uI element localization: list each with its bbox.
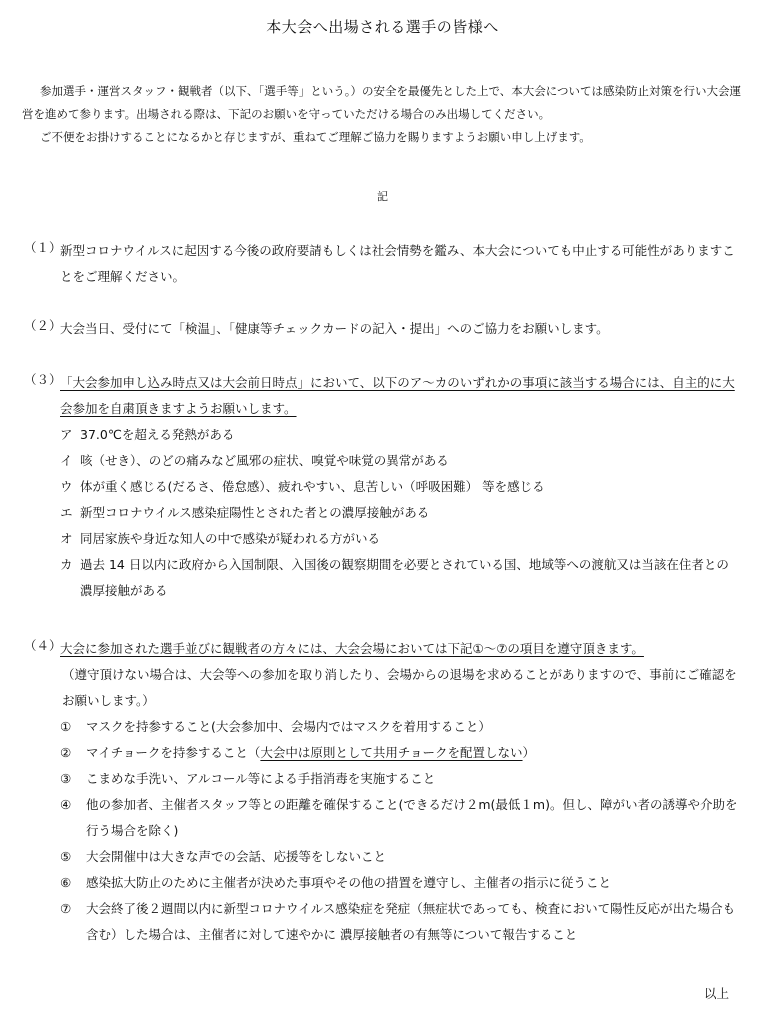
section-text: 大会当日、受付にて「検温」、「健康等チェックカードの記入・提出」へのご協力をお願いします。 [60,321,609,336]
section-text: 新型コロナウイルスに起因する今後の政府要請もしくは社会情勢を鑑み、本大会についても中止する可能性がありますことをご理解ください。 [60,243,735,284]
item-text-part: マイチョークを持参すること（ [86,745,261,760]
item-text: 咳（せき）、のどの痛みなど風邪の症状、嗅覚や味覚の異常がある [80,453,449,468]
item-marker: ウ [60,479,73,494]
item-text-underlined: 大会中は原則として共用チョークを配置しない [260,745,523,760]
section-number: （４） [24,638,62,653]
intro-paragraph: 参加選手・運営スタッフ・観戦者（以下、「選手等」という。）の安全を最優先とした上で、本大会については感染防止対策を行い大会運営を進めて参ります。出場される際は、下記のお願いを守っていただける場合のみ出場してください。 [22,84,742,121]
list-item [60,896,739,948]
intro-paragraph: ご不便をお掛けすることになるかと存じますが、重ねてご理解ご協力を賜りますようお願い申し上げます。 [40,130,591,144]
item-text: マスクを持参すること(大会参加中、会場内ではマスクを着用すること） [86,719,491,734]
list-item [60,448,739,474]
item-marker: ア [60,427,73,442]
list-item [60,870,739,896]
list-item [60,766,739,792]
item-marker: イ [60,453,73,468]
list-item [60,714,739,740]
list-item [60,526,739,552]
item-text: 過去 14 日以内に政府から入国制限、入国後の観察期間を必要とされている国、地域等への渡航又は当該在住者との濃厚接触がある [80,557,729,598]
section-3 [24,370,739,604]
section-text: 大会に参加された選手並びに観戦者の方々には、大会会場においては下記①～⑦の項目を遵守頂きます。 [60,641,644,656]
ki-heading: 記 [377,190,388,203]
item-marker: ⑤ [60,849,72,864]
list-item [60,740,739,766]
item-marker: ④ [60,797,72,812]
item-marker: エ [60,505,73,520]
list-item [60,474,739,500]
list-item [60,500,739,526]
item-text: こまめな手洗い、アルコール等による手指消毒を実施すること [86,771,436,786]
list-item [60,844,739,870]
item-text: 他の参加者、主催者スタッフ等との距離を確保すること(できるだけ２m(最低１m)。但し、障がい者の誘導や介助を行う場合を除く) [86,797,738,838]
item-marker: オ [60,531,73,546]
item-marker: カ [60,557,73,572]
section-2 [24,316,739,342]
list-item [60,422,739,448]
section-1 [24,238,739,290]
item-marker: ⑦ [60,901,72,916]
item-marker: ① [60,719,72,734]
note-text: （遵守頂けない場合は、大会等への参加を取り消したり、会場からの退場を求めることがありますので、事前にご確認をお願いします。） [62,667,737,708]
item-text: 37.0℃を超える発熱がある [80,427,235,442]
condition-list [24,422,739,604]
document-title: 本大会へ出場される選手の皆様へ [266,18,499,36]
section-number: （３） [24,372,62,387]
item-text [86,740,739,766]
item-text: 体が重く感じる(だるさ、倦怠感）、疲れやすい、息苦しい（呼吸困難） 等を感じる [80,479,545,494]
item-text: 同居家族や身近な知人の中で感染が疑われる方がいる [80,531,381,546]
closing-text: 以上 [703,986,729,1001]
item-text: 感染拡大防止のために主催者が決めた事項やその他の措置を遵守し、主催者の指示に従うこと [86,875,612,890]
section-number: （１） [24,240,62,255]
item-text: 大会開催中は大きな声での会話、応援等をしないこと [86,849,387,864]
item-text: 新型コロナウイルス感染症陽性とされた者との濃厚接触がある [80,505,430,520]
item-marker: ⑥ [60,875,72,890]
intro-block [22,80,742,149]
item-text-part: ） [522,745,536,760]
section-number: （２） [24,318,62,333]
item-marker: ③ [60,771,72,786]
rules-list [24,714,739,948]
section-text: 「大会参加申し込み時点又は大会前日時点」において、以下のア～カのいずれかの事項に該当する場合には、自主的に大会参加を自粛頂きますようお願いします。 [60,375,735,416]
item-marker: ② [60,745,72,760]
list-item [60,792,739,844]
list-item [60,552,739,604]
section-note [62,662,739,714]
section-4 [24,636,739,948]
item-text: 大会終了後２週間以内に新型コロナウイルス感染症を発症（無症状であっても、検査において陽性反応が出た場合も含む）した場合は、主催者に対して速やかに 濃厚接触者の有無等について報告すること [86,901,736,942]
